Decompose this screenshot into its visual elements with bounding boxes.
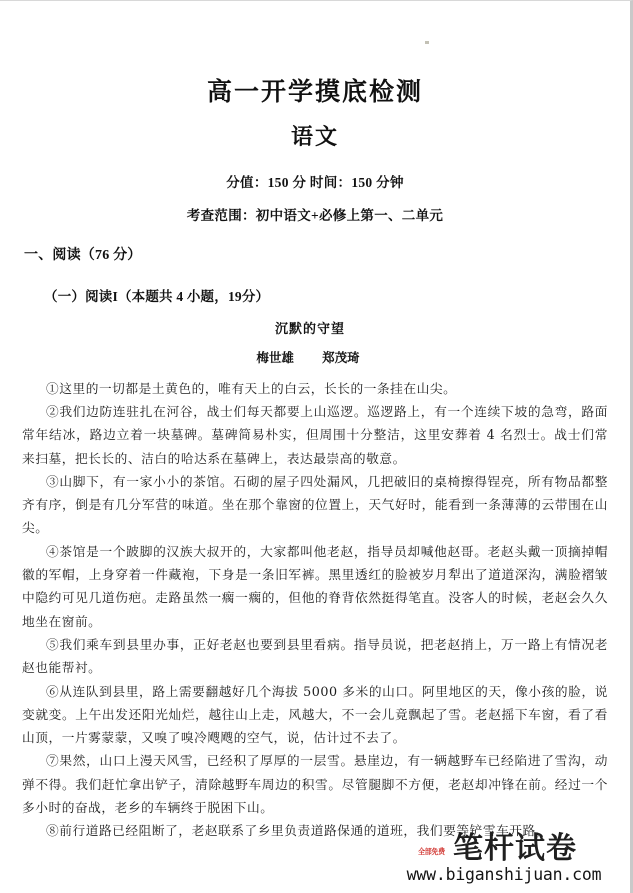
exam-subject: 语文 [290, 123, 339, 149]
passage-paragraph: ⑧前行道路已经阻断了，老赵联系了乡里负责道路保通的道班，我们要等铲雪车开路， [46, 823, 550, 839]
passage-author-second: 郑茂琦 [322, 350, 360, 365]
watermark [396, 830, 612, 884]
passage-author-first: 梅世雄 [256, 350, 294, 365]
watermark-url: www.biganshijuan.com [406, 864, 602, 884]
passage-paragraph: ④茶馆是一个跛脚的汉族大叔开的，大家都叫他老赵，指导员却喊他赵哥。老赵头戴一顶摘掉帽徽的军帽，上身穿着一件藏袍，下身是一条旧军裤。黑里透红的脸被岁月犁出了道道深沟，满脸褶皱中隐约可见几道伤疤。走路虽然一瘸一瘸的，但他的脊背依然挺得笔直。没客人的时候，老赵会久久地坐在窗前。 [22, 543, 608, 629]
passage-paragraph: ①这里的一切都是土黄色的，唯有天上的白云，长长的一条挂在山尖。 [46, 380, 457, 396]
passage-paragraph: ⑥从连队到县里，路上需要翻越好几个海拔 5000 多米的山口。阿里地区的天，像小孩的脸，说变就变。上午出发还阳光灿烂，越往山上走，风越大，不一会儿竟飘起了雪。老赵摇下车窗，看了看山顶，一片雾蒙蒙，又嗅了嗅冷飕飕的空气，说，估计过不去了。 [22, 683, 608, 746]
subsection-heading-reading-one: （一）阅读I（本题共 4 小题，19分） [44, 288, 270, 304]
exam-score-time-line: 分值：150 分 时间：150 分钟 [226, 174, 404, 190]
document-body [0, 1, 630, 843]
passage-authors [22, 337, 608, 366]
watermark-free-badge: 全部免费 [418, 847, 445, 857]
exam-scope-line: 考查范围：初中语文+必修上第一、二单元 [186, 207, 444, 223]
passage-paragraph: ②我们边防连驻扎在河谷，战士们每天都要上山巡逻。巡逻路上，有一个连续下坡的急弯，路面常年结冰，路边立着一块墓碑。墓碑简易朴实，但周围十分整洁，这里安葬着 4 名烈士。战士们常来扫墓，把长长的、洁白的哈达系在墓碑上，表达最崇高的敬意。 [22, 403, 608, 466]
passage-paragraph: ③山脚下，有一家小小的茶馆。石砌的屋子四处漏风，几把破旧的桌椅擦得锃亮，所有物品都整齐有序，倒是有几分军营的味道。坐在那个靠窗的位置上，天气好时，能看到一条薄薄的云带围在山尖。 [22, 473, 608, 536]
passage-title: 沉默的守望 [274, 320, 345, 336]
section-heading-reading: 一、阅读（76 分） [24, 247, 142, 263]
passage-body [22, 366, 608, 843]
passage-paragraph: ⑦果然，山口上漫天风雪，已经积了厚厚的一层雪。悬崖边，有一辆越野车已经陷进了雪沟，动弹不得。我们赶忙拿出铲子，清除越野车周边的积雪。尽管腿脚不方便，老赵却冲锋在前。经过一个多小时的奋战，老乡的车辆终于脱困下山。 [22, 753, 608, 816]
passage-paragraph: ⑤我们乘车到县里办事，正好老赵也要到县里看病。指导员说，把老赵捎上，万一路上有情况老赵也能帮衬。 [22, 636, 608, 676]
watermark-brand: 笔杆试卷 [453, 830, 577, 866]
page-speck-mark [425, 41, 429, 44]
exam-title: 高一开学摸底检测 [206, 79, 423, 106]
